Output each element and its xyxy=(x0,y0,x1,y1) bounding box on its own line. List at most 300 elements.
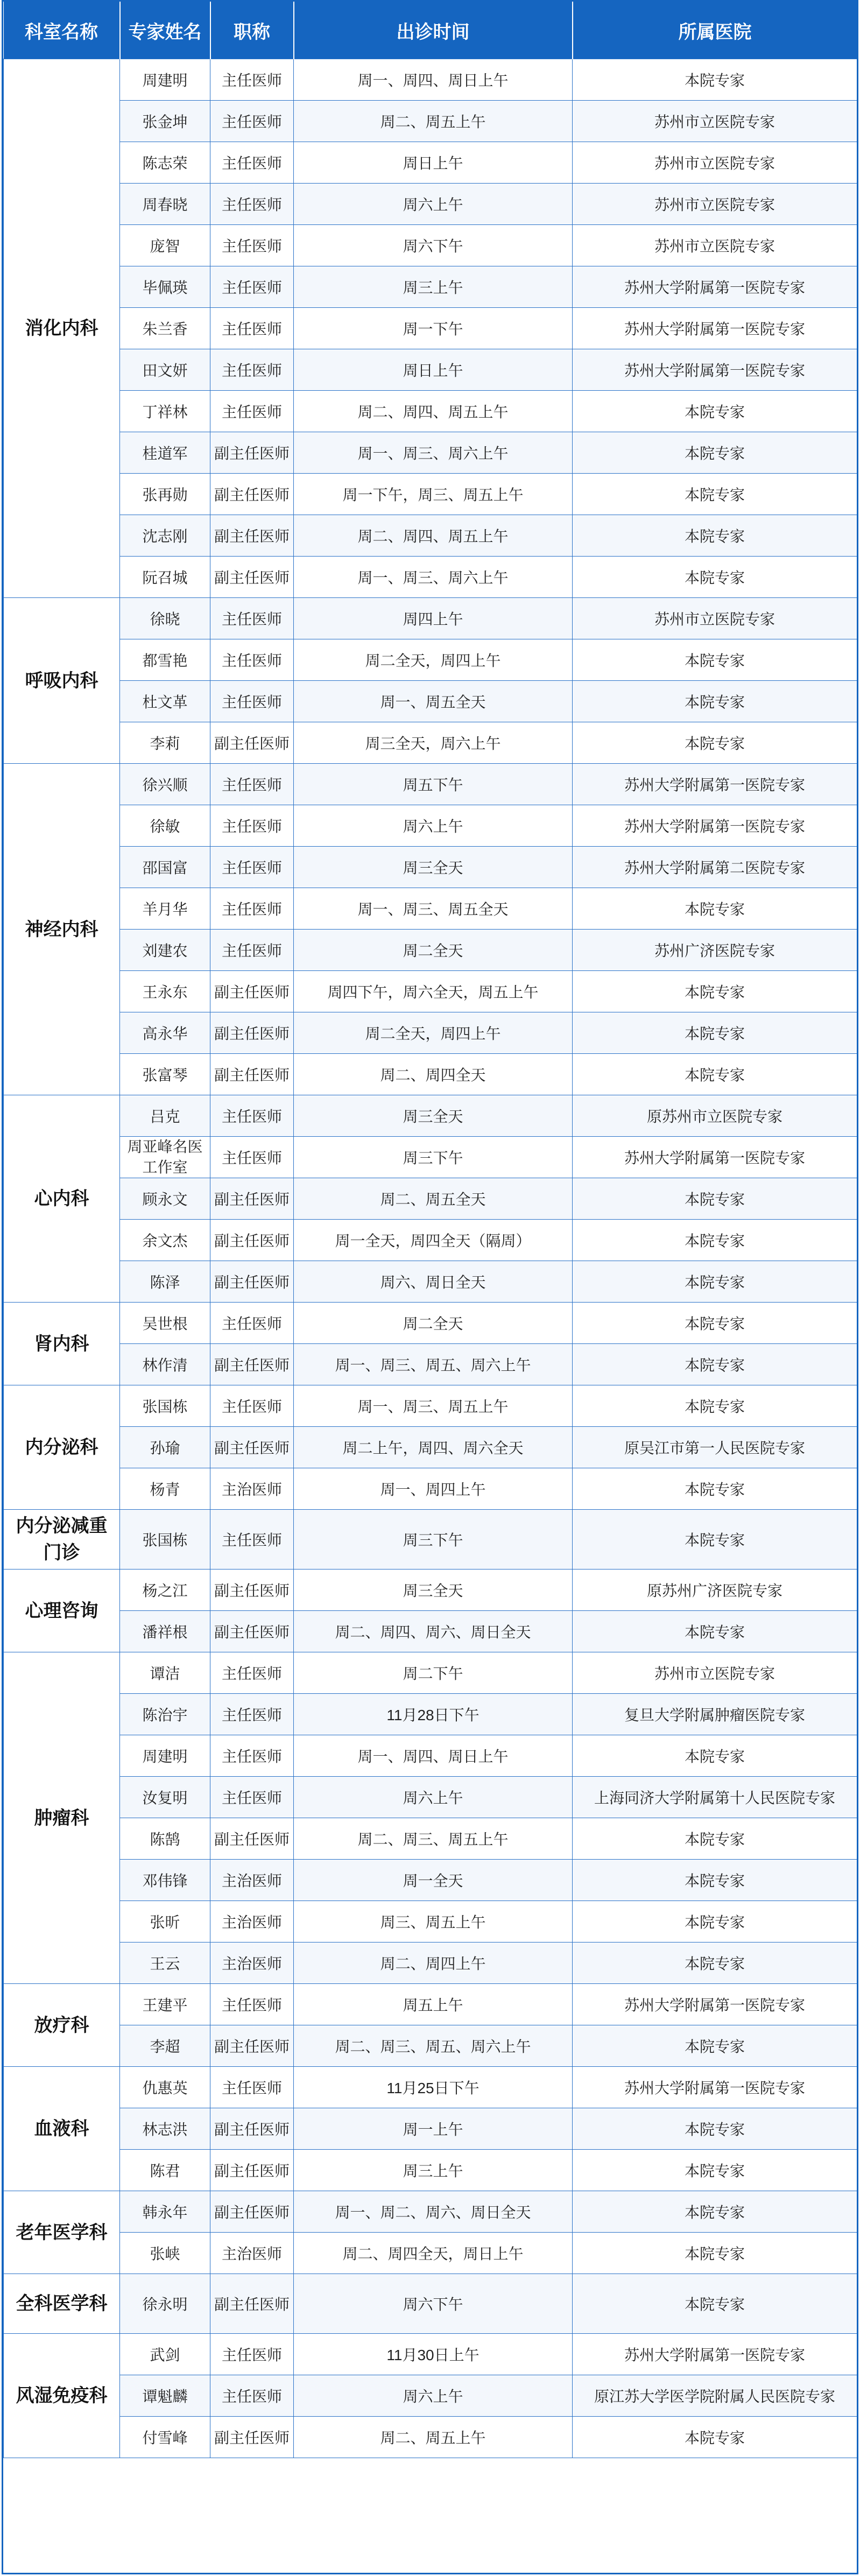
clinic-time-cell: 周二全天，周四上午 xyxy=(294,639,573,681)
hospital-cell: 苏州大学附属第一医院专家 xyxy=(573,308,857,349)
title-cell: 副主任医师 xyxy=(210,1569,294,1611)
expert-name-cell: 邵国富 xyxy=(120,847,210,888)
clinic-time-cell: 周一、周四、周日上午 xyxy=(294,1735,573,1777)
expert-name-cell: 孙瑜 xyxy=(120,1427,210,1468)
table-row xyxy=(4,2191,857,2233)
title-cell: 副主任医师 xyxy=(210,432,294,474)
title-cell: 主任医师 xyxy=(210,805,294,847)
clinic-time-cell: 周二、周四全天，周日上午 xyxy=(294,2233,573,2274)
clinic-time-cell: 周六上午 xyxy=(294,184,573,225)
table-row xyxy=(4,1427,857,1468)
title-cell: 副主任医师 xyxy=(210,515,294,557)
hospital-cell: 本院专家 xyxy=(573,1012,857,1054)
hospital-cell: 原吴江市第一人民医院专家 xyxy=(573,1427,857,1468)
table-row xyxy=(4,722,857,764)
hospital-cell: 本院专家 xyxy=(573,971,857,1012)
clinic-time-cell: 周三全天 xyxy=(294,847,573,888)
hospital-cell: 苏州大学附属第一医院专家 xyxy=(573,349,857,391)
header-clinic-time: 出诊时间 xyxy=(294,2,573,59)
schedule-frame xyxy=(2,0,858,2574)
table-row xyxy=(4,1818,857,1860)
clinic-time-cell: 周五上午 xyxy=(294,1984,573,2025)
expert-name-cell: 刘建农 xyxy=(120,930,210,971)
table-row xyxy=(4,1261,857,1303)
clinic-time-cell: 周日上午 xyxy=(294,142,573,184)
clinic-time-cell: 周二全天 xyxy=(294,930,573,971)
hospital-cell: 本院专家 xyxy=(573,2025,857,2067)
clinic-time-cell: 周二、周四上午 xyxy=(294,1942,573,1984)
title-cell: 主治医师 xyxy=(210,1901,294,1942)
hospital-cell: 本院专家 xyxy=(573,681,857,722)
table-row xyxy=(4,971,857,1012)
clinic-time-cell: 周六上午 xyxy=(294,805,573,847)
title-cell: 副主任医师 xyxy=(210,1344,294,1385)
expert-name-cell: 谭魁麟 xyxy=(120,2375,210,2417)
table-row xyxy=(4,1510,857,1569)
clinic-time-cell: 周二、周五上午 xyxy=(294,2417,573,2458)
table-row xyxy=(4,1942,857,1984)
table-row xyxy=(4,1984,857,2025)
clinic-time-cell: 周三下午 xyxy=(294,1510,573,1569)
title-cell: 副主任医师 xyxy=(210,557,294,598)
table-row xyxy=(4,1777,857,1818)
title-cell: 主治医师 xyxy=(210,2233,294,2274)
hospital-cell: 本院专家 xyxy=(573,2191,857,2233)
header-expert-name: 专家姓名 xyxy=(120,2,210,59)
title-cell: 主任医师 xyxy=(210,598,294,639)
title-cell: 主治医师 xyxy=(210,1942,294,1984)
hospital-cell: 本院专家 xyxy=(573,557,857,598)
title-cell: 副主任医师 xyxy=(210,474,294,515)
table-row xyxy=(4,681,857,722)
hospital-cell: 苏州市立医院专家 xyxy=(573,598,857,639)
department-name-cell: 老年医学科 xyxy=(4,2191,120,2274)
table-row xyxy=(4,639,857,681)
table-row xyxy=(4,2025,857,2067)
title-cell: 主任医师 xyxy=(210,681,294,722)
hospital-cell: 本院专家 xyxy=(573,2274,857,2334)
expert-name-cell: 周建明 xyxy=(120,1735,210,1777)
title-cell: 主任医师 xyxy=(210,1777,294,1818)
table-row xyxy=(4,1385,857,1427)
title-cell: 主任医师 xyxy=(210,1652,294,1694)
hospital-cell: 苏州大学附属第一医院专家 xyxy=(573,1984,857,2025)
title-cell: 主任医师 xyxy=(210,1385,294,1427)
table-row xyxy=(4,930,857,971)
clinic-time-cell: 周一、周三、周五上午 xyxy=(294,1385,573,1427)
expert-name-cell: 庞智 xyxy=(120,225,210,266)
table-row xyxy=(4,2108,857,2150)
expert-name-cell: 羊月华 xyxy=(120,888,210,930)
clinic-time-cell: 周二、周五上午 xyxy=(294,101,573,142)
table-row xyxy=(4,349,857,391)
hospital-cell: 苏州大学附属第一医院专家 xyxy=(573,805,857,847)
table-row xyxy=(4,515,857,557)
clinic-time-cell: 周二、周四全天 xyxy=(294,1054,573,1095)
hospital-cell: 本院专家 xyxy=(573,391,857,432)
clinic-time-cell: 周三下午 xyxy=(294,1137,573,1178)
hospital-cell: 本院专家 xyxy=(573,1178,857,1220)
clinic-time-cell: 周三上午 xyxy=(294,2150,573,2191)
hospital-cell: 本院专家 xyxy=(573,722,857,764)
table-row xyxy=(4,308,857,349)
table-row xyxy=(4,2417,857,2458)
title-cell: 主治医师 xyxy=(210,1468,294,1510)
expert-name-cell: 徐晓 xyxy=(120,598,210,639)
table-row xyxy=(4,1468,857,1510)
title-cell: 主任医师 xyxy=(210,308,294,349)
title-cell: 副主任医师 xyxy=(210,1427,294,1468)
table-row xyxy=(4,2274,857,2334)
title-cell: 主任医师 xyxy=(210,349,294,391)
clinic-time-cell: 周二全天，周四上午 xyxy=(294,1012,573,1054)
department-name-cell: 呼吸内科 xyxy=(4,598,120,764)
expert-name-cell: 李莉 xyxy=(120,722,210,764)
expert-name-cell: 潘祥根 xyxy=(120,1611,210,1652)
table-row xyxy=(4,266,857,308)
clinic-time-cell: 周三上午 xyxy=(294,266,573,308)
table-row xyxy=(4,805,857,847)
expert-name-cell: 仇惠英 xyxy=(120,2067,210,2108)
table-row xyxy=(4,391,857,432)
title-cell: 主任医师 xyxy=(210,2334,294,2375)
table-row xyxy=(4,1054,857,1095)
table-row xyxy=(4,59,857,101)
title-cell: 副主任医师 xyxy=(210,971,294,1012)
title-cell: 主任医师 xyxy=(210,639,294,681)
expert-name-cell: 张峡 xyxy=(120,2233,210,2274)
hospital-cell: 本院专家 xyxy=(573,888,857,930)
header-department: 科室名称 xyxy=(4,2,120,59)
title-cell: 主任医师 xyxy=(210,1984,294,2025)
expert-name-cell: 陈鹄 xyxy=(120,1818,210,1860)
title-cell: 副主任医师 xyxy=(210,2025,294,2067)
hospital-cell: 原江苏大学医学院附属人民医院专家 xyxy=(573,2375,857,2417)
hospital-cell: 本院专家 xyxy=(573,1818,857,1860)
table-body xyxy=(4,59,857,2458)
title-cell: 主任医师 xyxy=(210,59,294,101)
clinic-time-cell: 周一、周四上午 xyxy=(294,1468,573,1510)
expert-name-cell: 毕佩瑛 xyxy=(120,266,210,308)
expert-name-cell: 武剑 xyxy=(120,2334,210,2375)
department-name-cell: 肿瘤科 xyxy=(4,1652,120,1984)
department-name-cell: 心内科 xyxy=(4,1095,120,1303)
expert-name-cell: 杨青 xyxy=(120,1468,210,1510)
title-cell: 主任医师 xyxy=(210,1510,294,1569)
clinic-time-cell: 周二、周三、周五上午 xyxy=(294,1818,573,1860)
expert-name-cell: 田文妍 xyxy=(120,349,210,391)
hospital-cell: 苏州广济医院专家 xyxy=(573,930,857,971)
hospital-cell: 本院专家 xyxy=(573,474,857,515)
expert-name-cell: 王云 xyxy=(120,1942,210,1984)
expert-name-cell: 徐兴顺 xyxy=(120,764,210,805)
expert-name-cell: 张国栋 xyxy=(120,1385,210,1427)
expert-name-cell: 韩永年 xyxy=(120,2191,210,2233)
hospital-cell: 本院专家 xyxy=(573,1220,857,1261)
table-row xyxy=(4,142,857,184)
clinic-time-cell: 周二下午 xyxy=(294,1652,573,1694)
clinic-time-cell: 周三全天 xyxy=(294,1569,573,1611)
expert-name-cell: 桂道军 xyxy=(120,432,210,474)
hospital-cell: 本院专家 xyxy=(573,432,857,474)
title-cell: 副主任医师 xyxy=(210,2417,294,2458)
title-cell: 副主任医师 xyxy=(210,1818,294,1860)
expert-name-cell: 朱兰香 xyxy=(120,308,210,349)
department-name-cell: 血液科 xyxy=(4,2067,120,2191)
clinic-time-cell: 周五下午 xyxy=(294,764,573,805)
expert-name-cell: 吕克 xyxy=(120,1095,210,1137)
department-name-cell: 内分泌减重门诊 xyxy=(4,1510,120,1569)
expert-name-cell: 徐敏 xyxy=(120,805,210,847)
expert-name-cell: 周亚峰名医工作室 xyxy=(120,1137,210,1178)
expert-name-cell: 邓伟锋 xyxy=(120,1860,210,1901)
clinic-time-cell: 周六、周日全天 xyxy=(294,1261,573,1303)
expert-name-cell: 李超 xyxy=(120,2025,210,2067)
clinic-time-cell: 周三全天 xyxy=(294,1095,573,1137)
hospital-cell: 苏州市立医院专家 xyxy=(573,184,857,225)
expert-name-cell: 沈志刚 xyxy=(120,515,210,557)
hospital-cell: 原苏州广济医院专家 xyxy=(573,1569,857,1611)
clinic-time-cell: 11月28日下午 xyxy=(294,1694,573,1735)
table-header xyxy=(4,2,857,59)
expert-name-cell: 林作清 xyxy=(120,1344,210,1385)
expert-name-cell: 杨之江 xyxy=(120,1569,210,1611)
title-cell: 主任医师 xyxy=(210,1303,294,1344)
table-row xyxy=(4,1178,857,1220)
hospital-cell: 本院专家 xyxy=(573,1468,857,1510)
table-row xyxy=(4,1694,857,1735)
clinic-time-cell: 周一全天，周四全天（隔周） xyxy=(294,1220,573,1261)
hospital-cell: 本院专家 xyxy=(573,639,857,681)
clinic-time-cell: 周六下午 xyxy=(294,225,573,266)
table-row xyxy=(4,764,857,805)
expert-name-cell: 王永东 xyxy=(120,971,210,1012)
hospital-cell: 苏州大学附属第一医院专家 xyxy=(573,764,857,805)
table-row xyxy=(4,2375,857,2417)
title-cell: 主任医师 xyxy=(210,847,294,888)
hospital-cell: 苏州市立医院专家 xyxy=(573,225,857,266)
title-cell: 主任医师 xyxy=(210,1095,294,1137)
hospital-cell: 苏州市立医院专家 xyxy=(573,1652,857,1694)
clinic-time-cell: 周一、周二、周六、周日全天 xyxy=(294,2191,573,2233)
title-cell: 副主任医师 xyxy=(210,1178,294,1220)
title-cell: 副主任医师 xyxy=(210,1261,294,1303)
table-row xyxy=(4,2334,857,2375)
hospital-cell: 本院专家 xyxy=(573,2233,857,2274)
table-row xyxy=(4,847,857,888)
expert-name-cell: 都雪艳 xyxy=(120,639,210,681)
hospital-cell: 苏州大学附属第一医院专家 xyxy=(573,1137,857,1178)
clinic-time-cell: 周二全天 xyxy=(294,1303,573,1344)
title-cell: 主任医师 xyxy=(210,225,294,266)
header-hospital: 所属医院 xyxy=(573,2,857,59)
table-row xyxy=(4,888,857,930)
title-cell: 副主任医师 xyxy=(210,2191,294,2233)
clinic-time-cell: 周一、周三、周五全天 xyxy=(294,888,573,930)
clinic-time-cell: 周一、周五全天 xyxy=(294,681,573,722)
table-row xyxy=(4,1901,857,1942)
clinic-time-cell: 周二、周三、周五、周六上午 xyxy=(294,2025,573,2067)
hospital-cell: 本院专家 xyxy=(573,1054,857,1095)
title-cell: 副主任医师 xyxy=(210,2108,294,2150)
table-row xyxy=(4,225,857,266)
expert-name-cell: 陈治宇 xyxy=(120,1694,210,1735)
table-row xyxy=(4,557,857,598)
clinic-time-cell: 周一下午 xyxy=(294,308,573,349)
title-cell: 副主任医师 xyxy=(210,2274,294,2334)
expert-name-cell: 周建明 xyxy=(120,59,210,101)
expert-name-cell: 余文杰 xyxy=(120,1220,210,1261)
clinic-time-cell: 周四下午，周六全天，周五上午 xyxy=(294,971,573,1012)
expert-name-cell: 陈志荣 xyxy=(120,142,210,184)
hospital-cell: 本院专家 xyxy=(573,1942,857,1984)
table-row xyxy=(4,1735,857,1777)
hospital-cell: 本院专家 xyxy=(573,1344,857,1385)
title-cell: 主任医师 xyxy=(210,1694,294,1735)
table-row xyxy=(4,1344,857,1385)
expert-name-cell: 王建平 xyxy=(120,1984,210,2025)
expert-name-cell: 高永华 xyxy=(120,1012,210,1054)
expert-name-cell: 陈泽 xyxy=(120,1261,210,1303)
table-row xyxy=(4,1095,857,1137)
clinic-time-cell: 周一下午，周三、周五上午 xyxy=(294,474,573,515)
header-title: 职称 xyxy=(210,2,294,59)
expert-name-cell: 丁祥林 xyxy=(120,391,210,432)
expert-name-cell: 周春晓 xyxy=(120,184,210,225)
table-row xyxy=(4,2150,857,2191)
department-name-cell: 肾内科 xyxy=(4,1303,120,1385)
department-name-cell: 内分泌科 xyxy=(4,1385,120,1510)
title-cell: 主任医师 xyxy=(210,101,294,142)
table-row xyxy=(4,432,857,474)
hospital-cell: 本院专家 xyxy=(573,1385,857,1427)
title-cell: 主治医师 xyxy=(210,1860,294,1901)
hospital-cell: 苏州市立医院专家 xyxy=(573,142,857,184)
table-row xyxy=(4,598,857,639)
expert-name-cell: 吴世根 xyxy=(120,1303,210,1344)
expert-name-cell: 张国栋 xyxy=(120,1510,210,1569)
clinic-time-cell: 周二、周四、周五上午 xyxy=(294,391,573,432)
title-cell: 主任医师 xyxy=(210,184,294,225)
department-name-cell: 消化内科 xyxy=(4,59,120,598)
clinic-time-cell: 周二、周四、周六、周日全天 xyxy=(294,1611,573,1652)
hospital-cell: 苏州大学附属第一医院专家 xyxy=(573,2067,857,2108)
expert-name-cell: 顾永文 xyxy=(120,1178,210,1220)
hospital-cell: 本院专家 xyxy=(573,1860,857,1901)
hospital-cell: 本院专家 xyxy=(573,1611,857,1652)
hospital-cell: 上海同济大学附属第十人民医院专家 xyxy=(573,1777,857,1818)
title-cell: 副主任医师 xyxy=(210,1012,294,1054)
department-name-cell: 神经内科 xyxy=(4,764,120,1095)
clinic-time-cell: 周三、周五上午 xyxy=(294,1901,573,1942)
hospital-cell: 本院专家 xyxy=(573,2150,857,2191)
title-cell: 副主任医师 xyxy=(210,1054,294,1095)
title-cell: 副主任医师 xyxy=(210,1220,294,1261)
expert-schedule-table xyxy=(3,2,857,2458)
hospital-cell: 原苏州市立医院专家 xyxy=(573,1095,857,1137)
clinic-time-cell: 周日上午 xyxy=(294,349,573,391)
hospital-cell: 本院专家 xyxy=(573,1510,857,1569)
title-cell: 主任医师 xyxy=(210,391,294,432)
hospital-cell: 本院专家 xyxy=(573,2417,857,2458)
clinic-time-cell: 11月25日下午 xyxy=(294,2067,573,2108)
hospital-cell: 本院专家 xyxy=(573,1261,857,1303)
expert-name-cell: 陈君 xyxy=(120,2150,210,2191)
table-row xyxy=(4,101,857,142)
expert-name-cell: 付雪峰 xyxy=(120,2417,210,2458)
table-row xyxy=(4,2233,857,2274)
expert-name-cell: 张富琴 xyxy=(120,1054,210,1095)
expert-name-cell: 张再勋 xyxy=(120,474,210,515)
hospital-cell: 复旦大学附属肿瘤医院专家 xyxy=(573,1694,857,1735)
hospital-cell: 苏州大学附属第一医院专家 xyxy=(573,266,857,308)
title-cell: 主任医师 xyxy=(210,2067,294,2108)
clinic-time-cell: 周一、周四、周日上午 xyxy=(294,59,573,101)
table-row xyxy=(4,1860,857,1901)
expert-name-cell: 汝复明 xyxy=(120,1777,210,1818)
department-name-cell: 放疗科 xyxy=(4,1984,120,2067)
title-cell: 主任医师 xyxy=(210,1735,294,1777)
title-cell: 主任医师 xyxy=(210,142,294,184)
table-row xyxy=(4,184,857,225)
expert-name-cell: 徐永明 xyxy=(120,2274,210,2334)
clinic-time-cell: 周六上午 xyxy=(294,1777,573,1818)
title-cell: 副主任医师 xyxy=(210,1611,294,1652)
expert-name-cell: 张金坤 xyxy=(120,101,210,142)
title-cell: 主任医师 xyxy=(210,888,294,930)
hospital-cell: 苏州市立医院专家 xyxy=(573,101,857,142)
expert-name-cell: 杜文革 xyxy=(120,681,210,722)
clinic-time-cell: 周一、周三、周五、周六上午 xyxy=(294,1344,573,1385)
title-cell: 副主任医师 xyxy=(210,2150,294,2191)
department-name-cell: 心理咨询 xyxy=(4,1569,120,1652)
title-cell: 主任医师 xyxy=(210,930,294,971)
clinic-time-cell: 周一、周三、周六上午 xyxy=(294,432,573,474)
clinic-time-cell: 周四上午 xyxy=(294,598,573,639)
hospital-cell: 本院专家 xyxy=(573,1901,857,1942)
clinic-time-cell: 周一、周三、周六上午 xyxy=(294,557,573,598)
hospital-cell: 本院专家 xyxy=(573,515,857,557)
department-name-cell: 风湿免疫科 xyxy=(4,2334,120,2458)
clinic-time-cell: 周三全天，周六上午 xyxy=(294,722,573,764)
clinic-time-cell: 周一全天 xyxy=(294,1860,573,1901)
clinic-time-cell: 周六下午 xyxy=(294,2274,573,2334)
clinic-time-cell: 周六上午 xyxy=(294,2375,573,2417)
clinic-time-cell: 周二、周四、周五上午 xyxy=(294,515,573,557)
clinic-time-cell: 周二、周五全天 xyxy=(294,1178,573,1220)
expert-name-cell: 谭洁 xyxy=(120,1652,210,1694)
expert-name-cell: 阮召城 xyxy=(120,557,210,598)
title-cell: 主任医师 xyxy=(210,1137,294,1178)
clinic-time-cell: 11月30日上午 xyxy=(294,2334,573,2375)
table-row xyxy=(4,1012,857,1054)
title-cell: 主任医师 xyxy=(210,266,294,308)
table-row xyxy=(4,1611,857,1652)
clinic-time-cell: 周一上午 xyxy=(294,2108,573,2150)
table-row xyxy=(4,1569,857,1611)
title-cell: 副主任医师 xyxy=(210,722,294,764)
table-row xyxy=(4,1220,857,1261)
table-row xyxy=(4,1137,857,1178)
hospital-cell: 苏州大学附属第二医院专家 xyxy=(573,847,857,888)
title-cell: 主任医师 xyxy=(210,2375,294,2417)
hospital-cell: 本院专家 xyxy=(573,1303,857,1344)
expert-name-cell: 林志洪 xyxy=(120,2108,210,2150)
table-row xyxy=(4,1652,857,1694)
expert-name-cell: 张昕 xyxy=(120,1901,210,1942)
clinic-time-cell: 周二上午，周四、周六全天 xyxy=(294,1427,573,1468)
table-row xyxy=(4,2067,857,2108)
